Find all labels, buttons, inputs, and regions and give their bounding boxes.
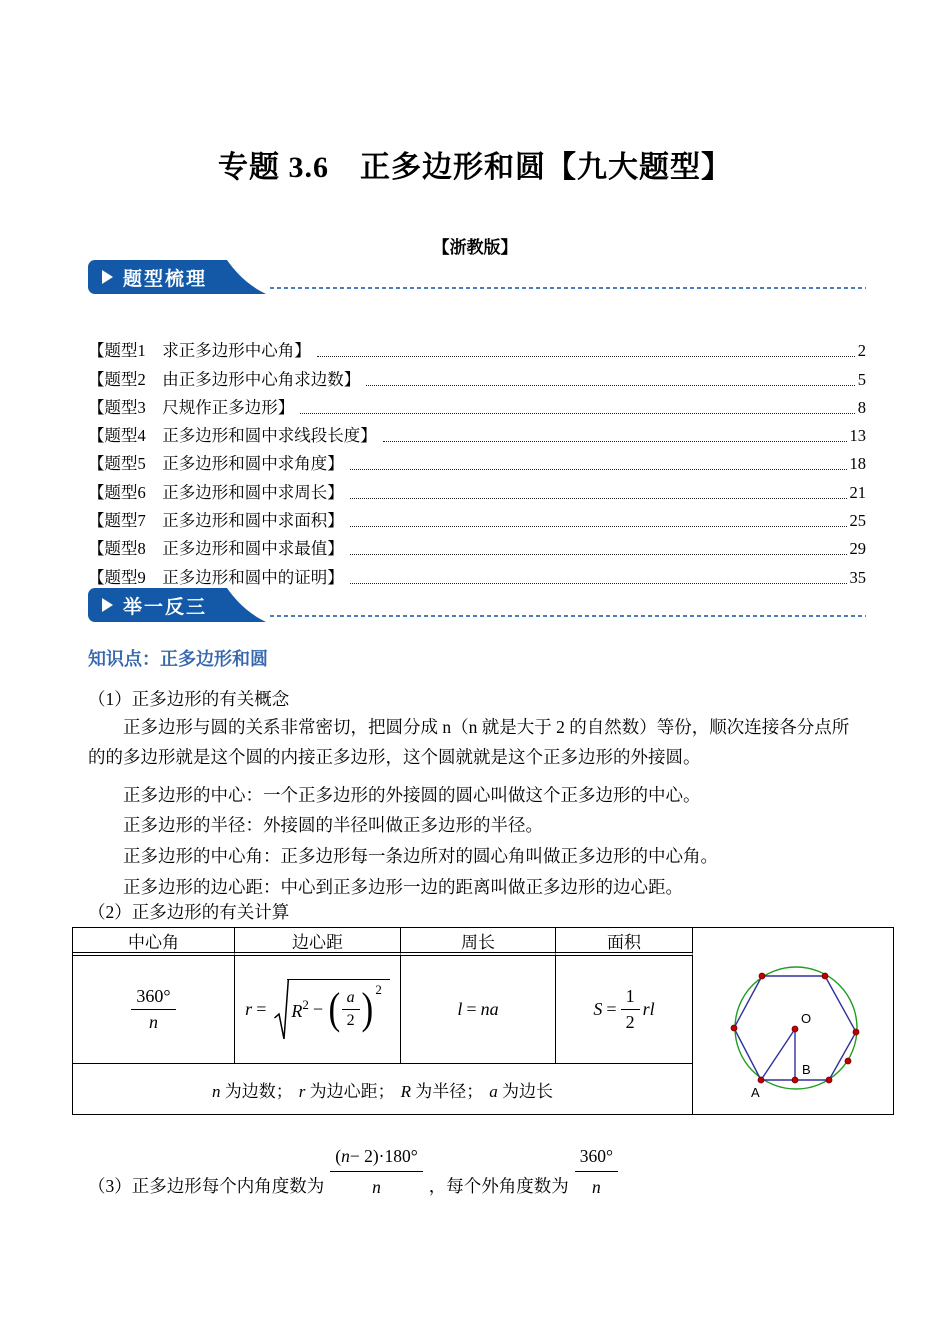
toc-entry <box>88 361 866 389</box>
toc-entry-label: 【题型9 正多边形和圆中的证明】 <box>88 567 344 587</box>
radius-OA-line <box>761 1029 795 1080</box>
toc-entry-page: 5 <box>857 369 866 389</box>
central-angle-numerator: 360° <box>131 986 175 1010</box>
toc-leader-dots <box>350 469 847 470</box>
area-frac-num: 1 <box>621 986 640 1010</box>
perimeter-lhs: l <box>457 999 463 1019</box>
play-triangle-icon <box>102 270 113 284</box>
toc-entry-label: 【题型3 尺规作正多边形】 <box>88 397 295 417</box>
toc-leader-dots <box>383 441 847 442</box>
toc-leader-dots <box>350 554 847 555</box>
central-angle-formula <box>73 956 235 1064</box>
table-header-central-angle: 中心角 <box>73 928 235 956</box>
table-header-perimeter: 周长 <box>401 928 556 956</box>
knowledge-point-heading: 知识点：正多边形和圆 <box>88 649 268 669</box>
table-legend-row <box>73 1064 693 1114</box>
calc-table <box>72 927 894 1115</box>
toc-entry-page: 8 <box>857 397 866 417</box>
interior-angle-fraction <box>330 1143 422 1200</box>
toc-entry-label: 【题型5 正多边形和圆中求角度】 <box>88 454 344 474</box>
banner-label-practice: 举一反三 <box>123 596 208 618</box>
toc-entry-page: 21 <box>849 482 866 502</box>
section-banner-practice <box>88 588 266 622</box>
toc-entry-label: 【题型7 正多边形和圆中求面积】 <box>88 511 344 531</box>
toc-entry-page: 25 <box>849 511 866 531</box>
toc-leader-dots <box>366 385 855 386</box>
area-formula <box>556 956 693 1064</box>
denominator-n: n <box>372 1177 381 1197</box>
paragraph-apothem-def: 正多边形的边心距：中心到正多边形一边的距离叫做正多边形的边心距。 <box>123 877 683 897</box>
label-center-O: O <box>801 1011 812 1026</box>
toc-entry <box>88 418 866 446</box>
toc-leader-dots <box>317 356 855 357</box>
toc-leader-dots <box>300 413 855 414</box>
equals-sign: = <box>606 999 617 1019</box>
toc-entry-page: 13 <box>849 426 866 446</box>
toc-entry <box>88 559 866 587</box>
toc-entry <box>88 503 866 531</box>
toc-entry <box>88 474 866 502</box>
section-banner-row-topics <box>88 259 866 294</box>
minus-sign: − <box>312 998 323 1019</box>
central-angle-denominator: n <box>148 1012 158 1032</box>
legend-var-n: n <box>211 1081 221 1101</box>
section-banner-row-practice <box>88 587 866 622</box>
toc-entry-label: 【题型4 正多边形和圆中求线段长度】 <box>88 426 377 446</box>
radicand-R: R <box>291 1000 303 1021</box>
toc-entry <box>88 446 866 474</box>
toc-entry-label: 【题型6 正多边形和圆中求周长】 <box>88 482 344 502</box>
formula3-middle: ，每个外角度数为 <box>428 1176 569 1196</box>
label-midpoint-B: B <box>802 1062 811 1077</box>
play-triangle-icon <box>102 598 113 612</box>
toc-entry-page: 35 <box>849 567 866 587</box>
exponent-2: 2 <box>302 996 309 1012</box>
denominator-n: n <box>591 1177 601 1197</box>
hexagon-figure-cell <box>693 928 893 1114</box>
toc-leader-dots <box>350 583 847 584</box>
paragraph-radius-def: 正多边形的半径：外接圆的半径叫做正多边形的半径。 <box>123 815 543 835</box>
perimeter-rhs: na <box>480 999 499 1019</box>
paren: ( <box>335 1146 342 1166</box>
legend-var-R: R <box>400 1081 411 1101</box>
equals-sign: = <box>466 999 477 1019</box>
table-of-contents <box>88 333 866 588</box>
banner-label-topics: 题型梳理 <box>123 268 208 290</box>
frac-den-2: 2 <box>346 1011 355 1029</box>
paragraph-calc-title: （2）正多边形的有关计算 <box>88 902 290 922</box>
angle-formula-paragraph <box>88 1143 624 1200</box>
toc-entry <box>88 390 866 418</box>
toc-entry-label: 【题型2 由正多边形中心角求边数】 <box>88 369 361 389</box>
toc-entry-page: 18 <box>849 454 866 474</box>
paragraph-concepts-body: 正多边形与圆的关系非常密切，把圆分成 n（n 就是大于 2 的自然数）等份，顺次连接各分点所的的多边形就是这个圆的内接正多边形，这个圆就就是这个正多边形的外接圆。 <box>88 717 850 767</box>
radical-expression: $R^2$ − ( $\frac{a}{2}$ ) 2 <box>274 979 389 1041</box>
toc-leader-dots <box>350 526 847 527</box>
section-banner-topics <box>88 260 266 294</box>
dashed-divider <box>270 615 866 617</box>
table-header-apothem: 边心距 <box>235 928 401 956</box>
equals-sign: = <box>256 999 267 1019</box>
formula3-prefix: （3）正多边形每个内角度数为 <box>88 1176 325 1196</box>
hexagon-in-circle-figure <box>693 928 893 1113</box>
area-lhs: S <box>593 999 603 1019</box>
legend-var-a: a <box>489 1081 498 1101</box>
dashed-divider <box>270 287 866 289</box>
legend-text: 为半径； <box>415 1081 484 1101</box>
toc-leader-dots <box>350 498 847 499</box>
label-vertex-A: A <box>751 1085 760 1100</box>
exterior-angle-fraction <box>575 1143 618 1200</box>
apothem-lhs: r <box>245 999 253 1019</box>
legend-text: 为边心距； <box>309 1081 395 1101</box>
frac-num-a: a <box>342 989 360 1010</box>
perimeter-formula <box>401 956 556 1064</box>
numerator-rest: − 2)·180° <box>349 1146 418 1166</box>
paragraph-center-def: 正多边形的中心：一个正多边形的外接圆的圆心叫做这个正多边形的中心。 <box>123 785 701 805</box>
apothem-formula <box>235 956 401 1064</box>
toc-entry <box>88 333 866 361</box>
paragraph-central-angle-def: 正多边形的中心角：正多边形每一条边所对的圆心角叫做正多边形的中心角。 <box>123 846 718 866</box>
outer-exponent-2: 2 <box>375 981 382 997</box>
toc-entry-label: 【题型1 求正多边形中心角】 <box>88 341 311 361</box>
var-n: n <box>341 1146 350 1166</box>
toc-entry-label: 【题型8 正多边形和圆中求最值】 <box>88 539 344 559</box>
numerator-360: 360° <box>575 1143 618 1172</box>
toc-entry-page: 2 <box>857 341 866 361</box>
table-header-area: 面积 <box>556 928 693 956</box>
area-frac-den: 2 <box>625 1012 635 1032</box>
edition-label: 【浙教版】 <box>432 238 518 257</box>
legend-var-r: r <box>298 1081 306 1101</box>
area-rhs: rl <box>642 999 655 1019</box>
legend-text: 为边长 <box>502 1081 553 1101</box>
legend-text: 为边数； <box>224 1081 293 1101</box>
toc-entry <box>88 531 866 559</box>
toc-entry-page: 29 <box>849 539 866 559</box>
page-title: 专题 3.6 正多边形和圆【九大题型】 <box>218 151 732 184</box>
paragraph-concepts-title: （1）正多边形的有关概念 <box>88 689 290 709</box>
